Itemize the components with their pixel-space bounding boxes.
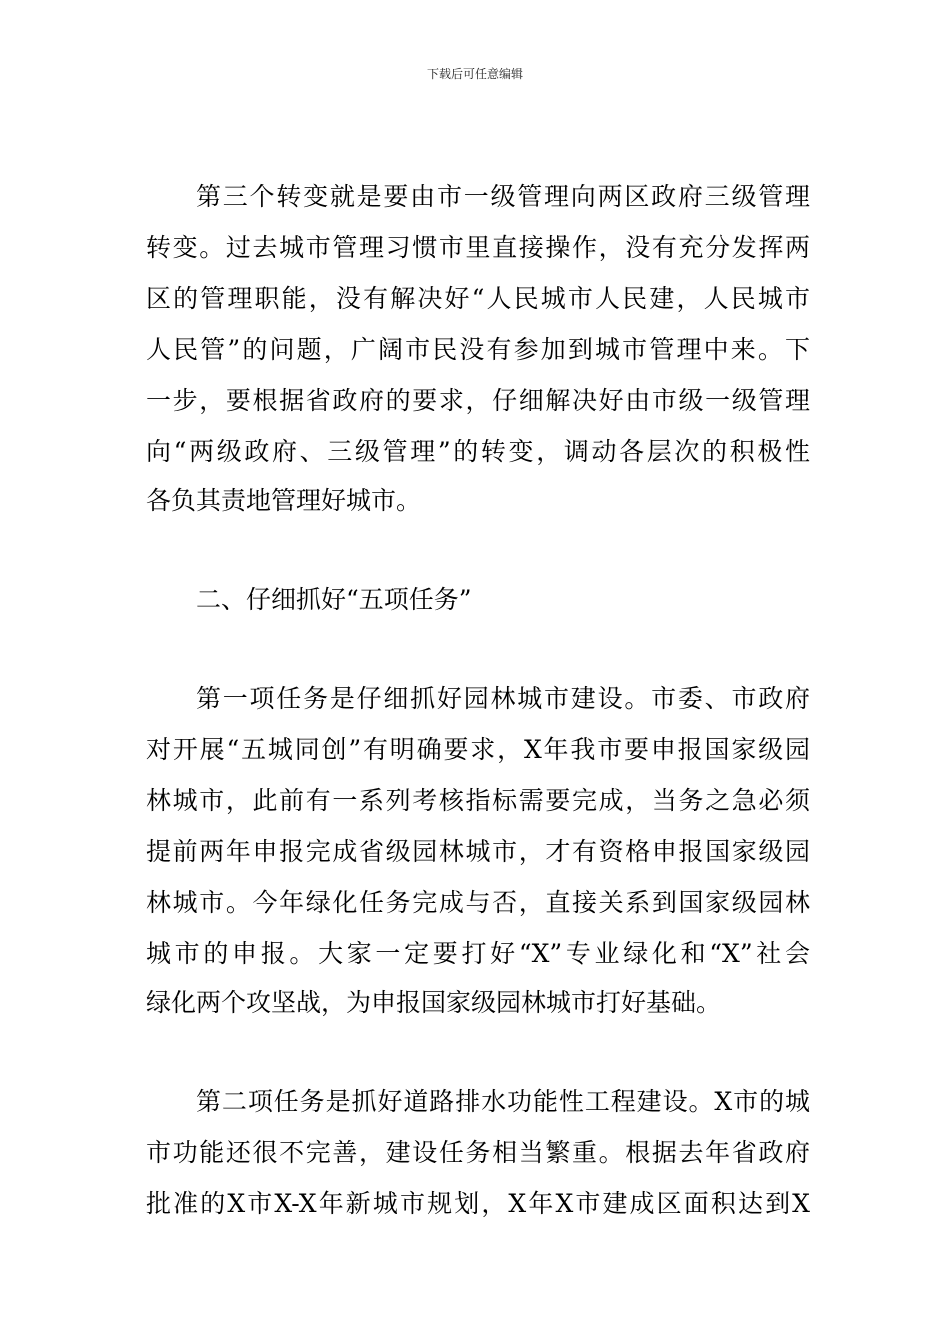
paragraph-line: 第三个转变就是要由市一级管理向两区政府三级管理	[196, 182, 810, 211]
paragraph-line: 提前两年申报完成省级园林城市，才有资格申报国家级园	[146, 837, 810, 866]
paragraph-line: 林城市。今年绿化任务完成与否，直接关系到国家级园林	[146, 888, 810, 917]
paragraph-line: 区的管理职能，没有解决好“人民城市人民建，人民城市	[146, 284, 810, 313]
paragraph-line: 绿化两个攻坚战，为申报国家级园林城市打好基础。	[146, 988, 722, 1017]
section-heading: 二、仔细抓好“五项任务”	[196, 585, 472, 614]
paragraph-line: 各负其责地管理好城市。	[146, 486, 422, 515]
paragraph-line: 林城市，此前有一系列考核指标需要完成，当务之急必须	[146, 786, 810, 815]
paragraph-line: 转变。过去城市管理习惯市里直接操作，没有充分发挥两	[146, 233, 810, 262]
paragraph-line: 城市的申报。大家一定要打好“X”专业绿化和“X”社会	[146, 939, 810, 968]
paragraph-line: 人民管”的问题，广阔市民没有参加到城市管理中来。下	[146, 335, 810, 364]
paragraph-line: 批准的X市X-X年新城市规划，X年X市建成区面积达到X	[146, 1189, 810, 1218]
paragraph-line: 一步，要根据省政府的要求，仔细解决好由市级一级管理	[146, 386, 810, 415]
header-note: 下载后可任意编辑	[426, 67, 523, 81]
paragraph-line: 第二项任务是抓好道路排水功能性工程建设。X市的城	[196, 1087, 810, 1116]
paragraph-line: 向“两级政府、三级管理”的转变，调动各层次的积极性	[146, 437, 810, 466]
paragraph-line: 第一项任务是仔细抓好园林城市建设。市委、市政府	[196, 684, 810, 713]
paragraph-line: 对开展“五城同创”有明确要求，X年我市要申报国家级园	[146, 735, 810, 764]
paragraph-line: 市功能还很不完善，建设任务相当繁重。根据去年省政府	[146, 1138, 810, 1167]
